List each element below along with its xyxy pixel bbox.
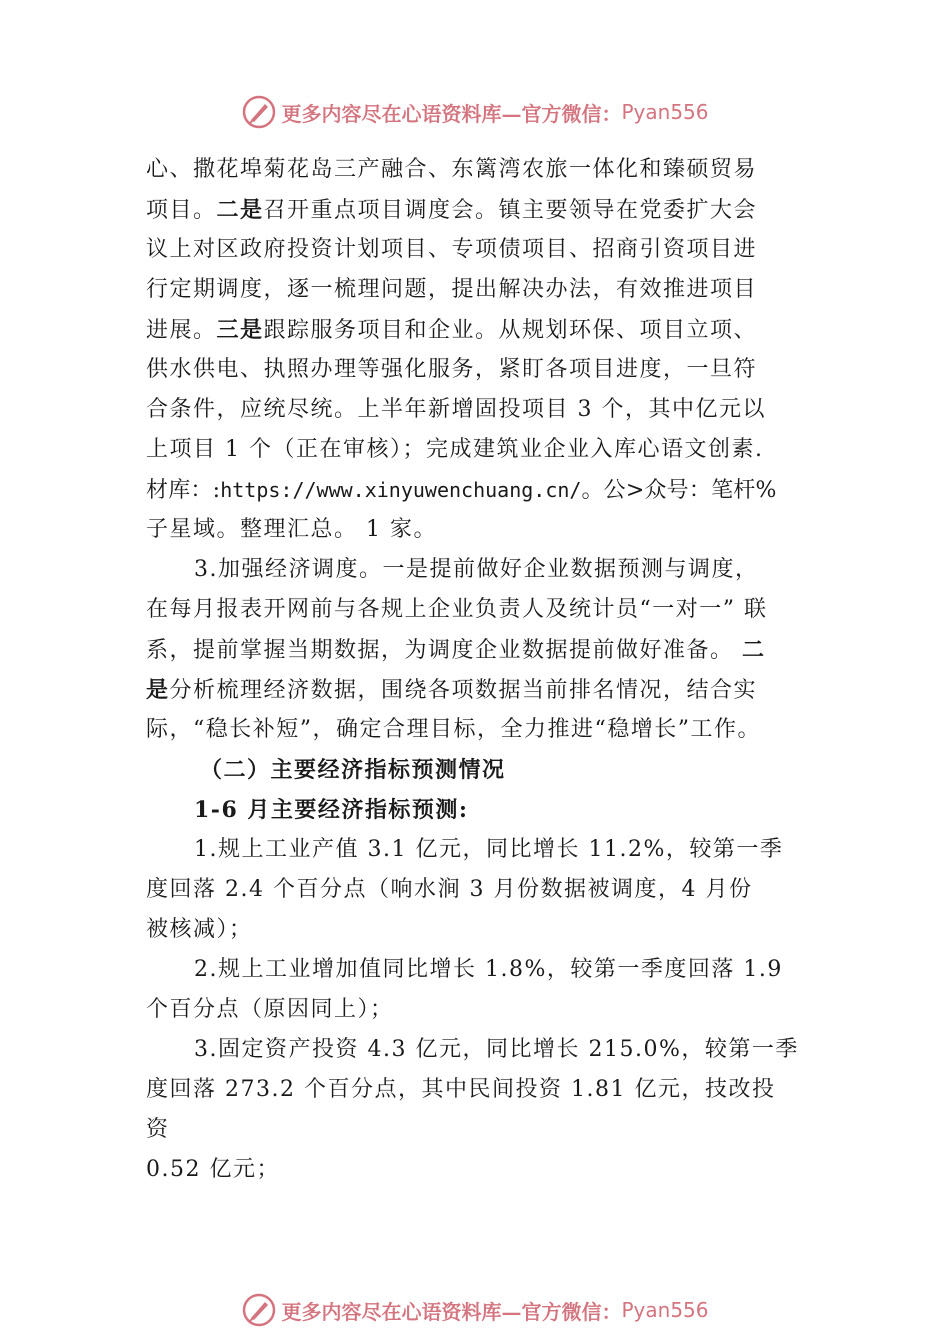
text-span: 材库：: — [146, 478, 221, 503]
quill-logo-icon — [241, 1292, 277, 1328]
text-span: 2.规上工业增加值同比增长 1.8%，较第一季度回落 1.9 — [194, 957, 783, 982]
document-body — [146, 150, 836, 1190]
text-line — [146, 670, 836, 710]
text-span: 上项目 1 个（正在审核）；完成建筑业企业入库心语文创素. — [146, 437, 764, 462]
bold-text: 二 — [742, 637, 766, 663]
text-span: 召开重点项目调度会。镇主要领导在党委扩大会 — [263, 198, 758, 223]
bold-text: 二是 — [216, 197, 264, 223]
bold-text: （二）主要经济指标预测情况 — [200, 757, 506, 783]
text-line — [146, 150, 836, 190]
text-line — [146, 790, 836, 830]
text-line — [146, 350, 836, 390]
banner-text: 更多内容尽在心语资料库—官方微信： — [281, 101, 622, 126]
text-span: 行定期调度，逐一梳理问题，提出解决办法，有效推进项目 — [146, 277, 758, 302]
text-line — [146, 270, 836, 310]
text-span: 资 — [146, 1117, 170, 1142]
text-line — [146, 950, 836, 990]
text-line — [146, 1030, 836, 1070]
text-span: 子星域。整理汇总。 1 家。 — [146, 517, 437, 542]
text-span: 3.固定资产投资 4.3 亿元，同比增长 215.0%，较第一季 — [194, 1037, 799, 1062]
text-line — [146, 550, 836, 590]
text-line — [146, 390, 836, 430]
bold-text: 三是 — [216, 317, 264, 343]
banner-wechat-id: Pyan556 — [621, 100, 709, 124]
text-line — [146, 710, 836, 750]
banner-text: 更多内容尽在心语资料库—官方微信： — [281, 1299, 622, 1324]
text-span: 分析梳理经济数据，围绕各项数据当前排名情况，结合实 — [169, 678, 758, 703]
text-span: 进展。 — [146, 318, 217, 343]
text-line — [146, 990, 836, 1030]
text-span: 0.52 亿元； — [146, 1157, 280, 1182]
text-span: 。公>众号：笔杆% — [581, 478, 777, 503]
text-span: 心、撒花埠菊花岛三产融合、东篱湾农旅一体化和臻硕贸易 — [146, 157, 758, 182]
text-line — [146, 1110, 836, 1150]
watermark-banner-top — [0, 92, 950, 132]
text-line — [146, 630, 836, 670]
text-span: 合条件，应统尽统。上半年新增固投项目 3 个，其中亿元以 — [146, 397, 766, 422]
text-line — [146, 190, 836, 230]
text-line — [146, 1150, 836, 1190]
quill-logo-icon — [241, 94, 277, 130]
text-line — [146, 870, 836, 910]
text-span: https://www.xinyuwenchuang.cn/ — [220, 478, 582, 502]
text-span: 项目。 — [146, 198, 217, 223]
text-span: 在每月报表开网前与各规上企业负责人及统计员“一对一” 联 — [146, 597, 768, 622]
text-line — [146, 470, 836, 510]
bold-text: 1-6 月主要经济指标预测: — [194, 797, 469, 823]
text-line — [146, 430, 836, 470]
bold-text: 是 — [146, 677, 170, 703]
text-line — [146, 1070, 836, 1110]
text-line — [146, 830, 836, 870]
watermark-banner-bottom — [0, 1290, 950, 1330]
text-span: 度回落 273.2 个百分点，其中民间投资 1.81 亿元，技改投 — [146, 1077, 776, 1102]
text-line — [146, 910, 836, 950]
text-line — [146, 310, 836, 350]
text-span: 系，提前掌握当期数据，为调度企业数据提前做好准备。 — [146, 638, 742, 663]
text-span: 度回落 2.4 个百分点（响水涧 3 月份数据被调度，4 月份 — [146, 877, 753, 902]
text-span: 跟踪服务项目和企业。从规划环保、项目立项、 — [263, 318, 758, 343]
text-span: 个百分点（原因同上）； — [146, 997, 394, 1022]
text-line — [146, 510, 836, 550]
text-span: 3.加强经济调度。一是提前做好企业数据预测与调度， — [194, 557, 759, 582]
text-line — [146, 590, 836, 630]
text-span: 供水供电、执照办理等强化服务，紧盯各项目进度，一旦符 — [146, 357, 758, 382]
text-span: 际，“稳长补短”，确定合理目标，全力推进“稳增长”工作。 — [146, 717, 761, 742]
text-span: 1.规上工业产值 3.1 亿元，同比增长 11.2%，较第一季 — [194, 837, 784, 862]
text-line — [146, 230, 836, 270]
text-line — [146, 750, 836, 790]
text-span: 议上对区政府投资计划项目、专项债项目、招商引资项目进 — [146, 237, 758, 262]
text-span: 被核减）； — [146, 917, 253, 942]
banner-wechat-id: Pyan556 — [621, 1298, 709, 1322]
